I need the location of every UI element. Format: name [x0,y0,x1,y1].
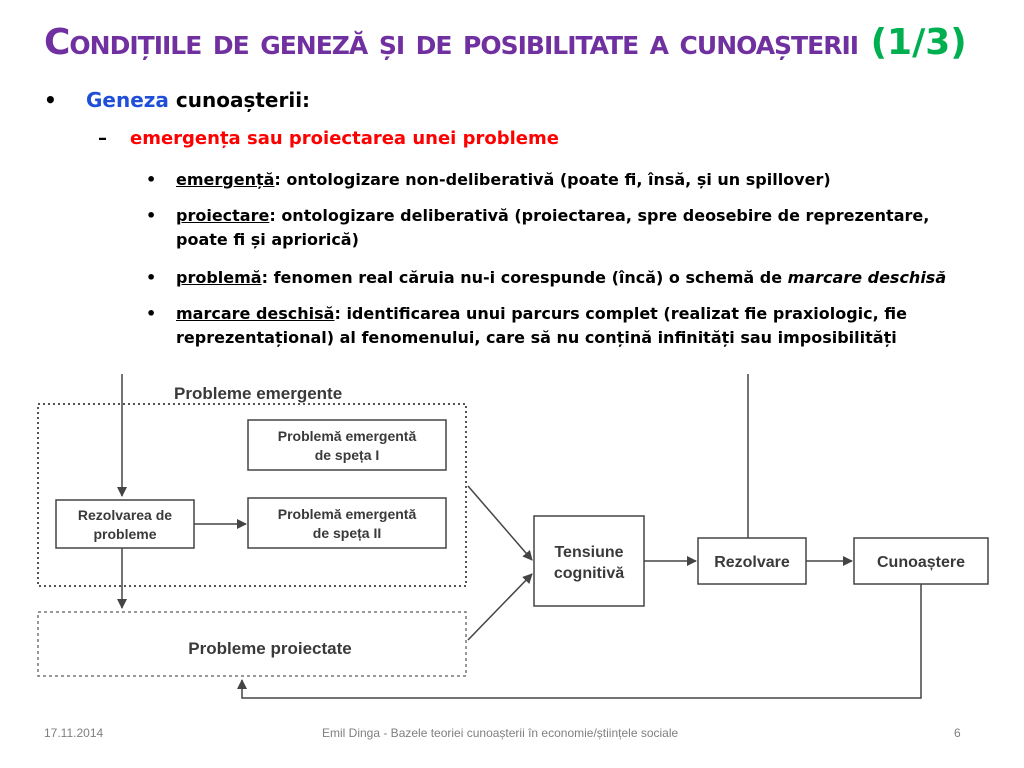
bullet-icon: • [146,304,157,323]
resolution-label: Rezolvare [714,554,790,571]
definition-text: : ontologizare deliberativă (proiectarea, spre deosebire de reprezentare, poate fi și apriorică) [176,206,930,249]
bullet-icon: • [44,88,57,112]
tension-box [534,516,644,606]
footer-author: Emil Dinga - Bazele teoriei cunoașterii în economie/științele sociale [322,726,679,740]
slide-title-number: (1/3) [870,22,967,63]
emergent-problem-2-line2: de speța II [312,525,382,541]
definition-term: marcare deschisă [176,304,335,323]
knowledge-genesis-diagram [36,374,992,704]
bullet-level2-text: emergența sau proiectarea unei probleme [130,128,559,149]
definition-term: emergență [176,170,275,189]
knowledge-label: Cunoaștere [876,554,966,571]
footer-page-number: 6 [954,726,961,740]
footer-date: 17.11.2014 [44,726,104,740]
definition-text: : fenomen real căruia nu-i corespunde (încă) o schemă de [261,268,788,287]
dash-icon: – [98,128,107,149]
emergent-problem-1-line2: de speța I [314,447,380,463]
bullet-highlight: Geneza [86,88,169,112]
flow-arrow [468,574,532,640]
solving-line2: probleme [93,526,157,542]
bullet-text: cunoașterii: [168,88,311,112]
definition-term: proiectare [176,206,270,225]
definition-text: : ontologizare non-deliberativă (poate fi, însă, și un spillover) [274,170,831,189]
tension-line1: Tensiune [554,544,624,561]
slide-title [44,22,1004,63]
definition-term: problemă [176,268,262,287]
emergent-problem-2-line1: Problemă emergentă [277,506,417,522]
bullet-icon: • [146,268,157,287]
tension-line2: cognitivă [553,565,625,582]
solving-line1: Rezolvarea de [77,507,173,523]
bullet-icon: • [146,170,157,189]
bullet-icon: • [146,206,157,225]
projected-group-label: Probleme proiectate [188,639,352,658]
flow-arrow [468,486,532,560]
emergent-group-label: Probleme emergente [174,384,343,403]
definition-text: : identificarea unui parcurs complet (realizat fie praxiologic, fie reprezentațional) al fenomenului, care să nu conțină infinități sau imposibilități [176,304,908,347]
slide-title-main: Condițiile de geneză și de posibilitate a cunoașterii [44,22,859,63]
definition-tail: marcare deschisă [787,268,947,287]
emergent-problem-1-line1: Problemă emergentă [277,428,417,444]
